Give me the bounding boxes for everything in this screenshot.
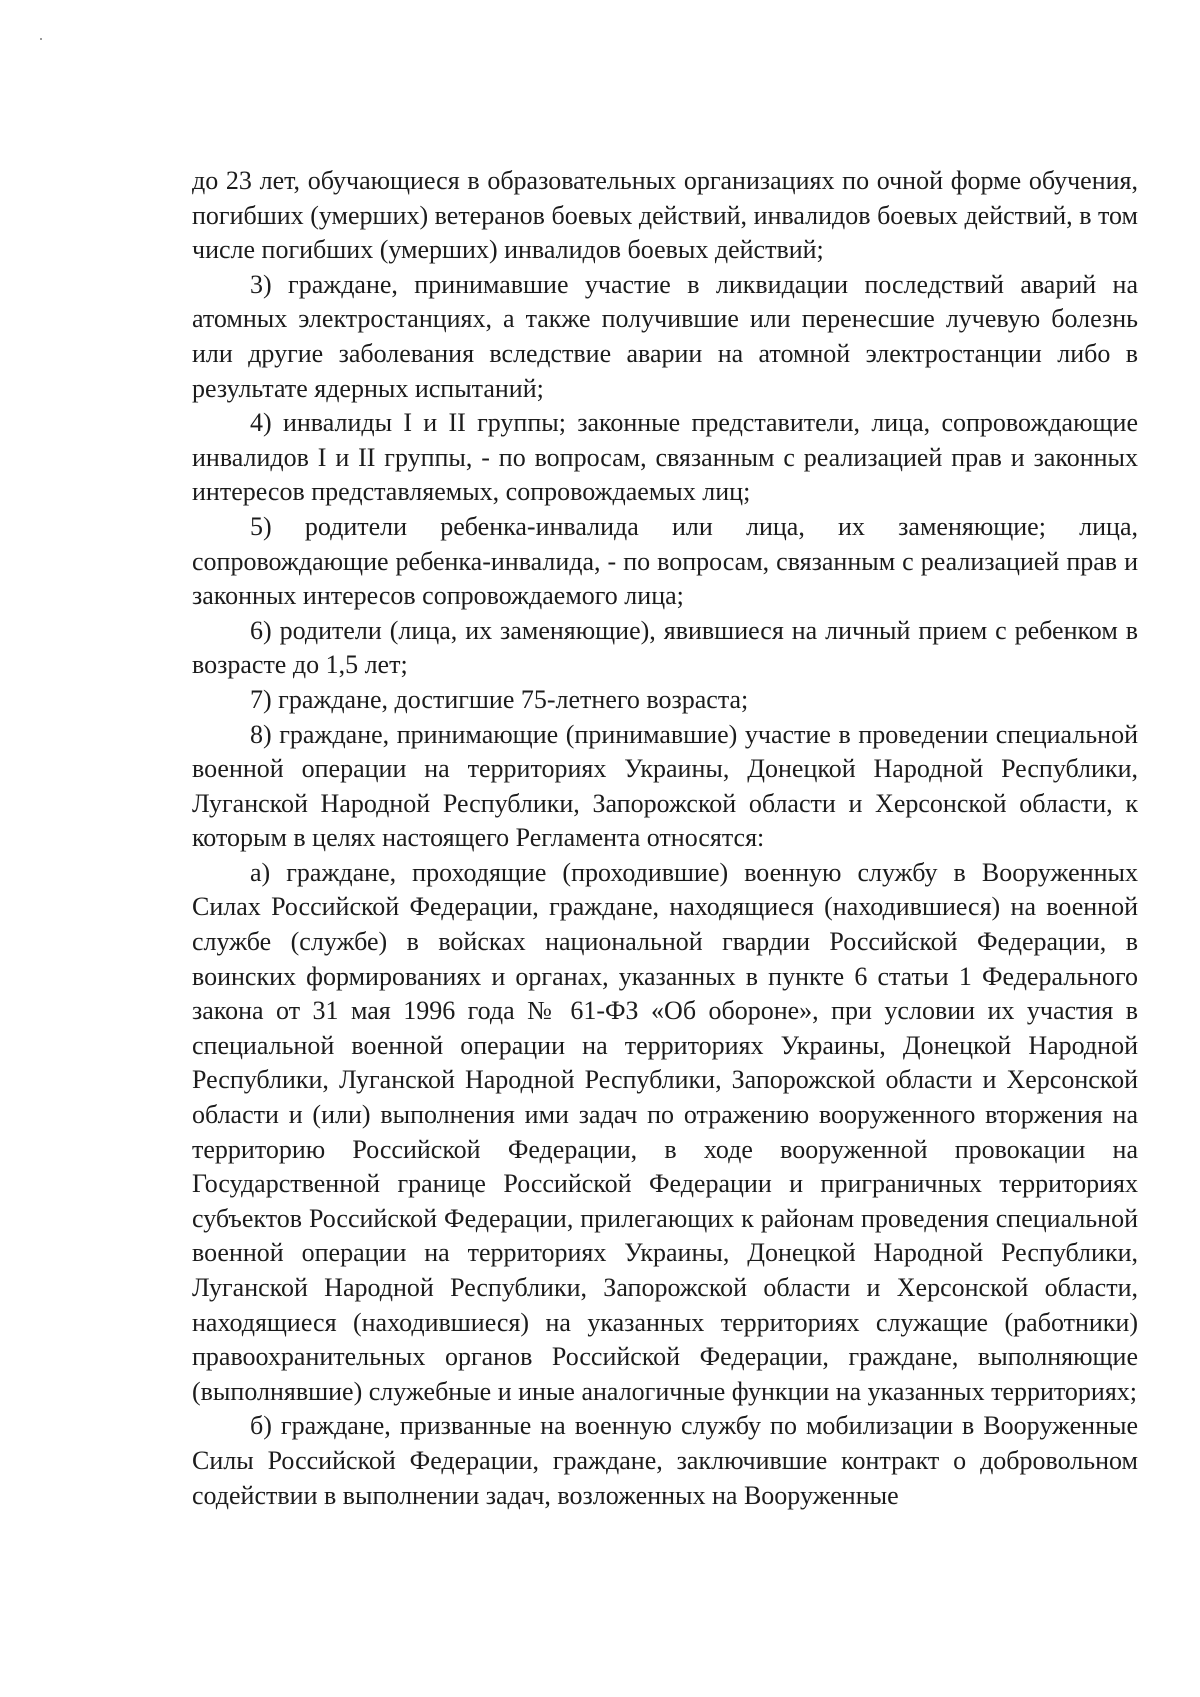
paragraph-item-8: 8) граждане, принимающие (принимавшие) участие в проведении специальной военной операции на территориях Украины, Донецкой Народной Республики, Луганской Народной Республики, Запорожской области и Херсонской области, к которым в целях настоящего Регламента относятся: [192, 719, 1138, 853]
paragraph-subitem-b: б) граждане, призванные на военную службу по мобилизации в Вооруженные Силы Российской Федерации, граждане, заключившие контракт о добровольном содействии в выполнении задач, возложенных на Вооруженные [192, 1411, 1138, 1510]
paragraph-item-7: 7) граждане, достигшие 75-летнего возраста; [250, 684, 749, 714]
paragraph-item-4: 4) инвалиды I и II группы; законные представители, лица, сопровождающие инвалидов I и II группы, - по вопросам, связанным с реализацией прав и законных интересов представляемых, сопровождаемых лиц; [192, 408, 1138, 507]
paragraph-item-6: 6) родители (лица, их заменяющие), явившиеся на личный прием с ребенком в возрасте до 1,5 лет; [192, 615, 1138, 680]
paragraph-continuation: до 23 лет, обучающиеся в образовательных организациях по очной форме обучения, погибших (умерших) ветеранов боевых действий, инвалидов боевых действий, в том числе погибших (умерших) инвалидов боевых действий; [192, 166, 1138, 265]
paragraph-subitem-a: а) граждане, проходящие (проходившие) военную службу в Вооруженных Силах Российской Федерации, граждане, находящиеся (находившиеся) на военной службе (службе) в войсках национальной гвардии Российской Федерации, в воинских формированиях и органах, указанных в пункте 6 статьи 1 Федерального закона от 31 мая 1996 года № 61-ФЗ «Об обороне», при условии их участия в специальной военной операции на территориях Украины, Донецкой Народной Республики, Луганской Народной Республики, Запорожской области и Херсонской области и (или) выполнения ими задач по отражению вооруженного вторжения на территорию Российской Федерации, в ходе вооруженной провокации на Государственной границе Российской Федерации и приграничных территориях субъектов Российской Федерации, прилегающих к районам проведения специальной военной операции на территориях Украины, Донецкой Народной Республики, Луганской Народной Республики, Запорожской области и Херсонской области, находящиеся (находившиеся) на указанных территориях служащие (работники) правоохранительных органов Российской Федерации, граждане, выполняющие (выполнявшие) служебные и иные аналогичные функции на указанных территориях; [192, 857, 1138, 1406]
paragraph-item-3: 3) граждане, принимавшие участие в ликвидации последствий аварий на атомных электростанциях, а также получившие или перенесшие лучевую болезнь или другие заболевания вследствие аварии на атомной электростанции либо в результате ядерных испытаний; [192, 269, 1138, 403]
paragraph-item-5: 5) родители ребенка-инвалида или лица, их заменяющие; лица, сопровождающие ребенка-инвалида, - по вопросам, связанным с реализацией прав и законных интересов сопровождаемого лица; [192, 511, 1138, 611]
scan-artifact [40, 38, 42, 40]
document-body [192, 164, 1138, 1513]
